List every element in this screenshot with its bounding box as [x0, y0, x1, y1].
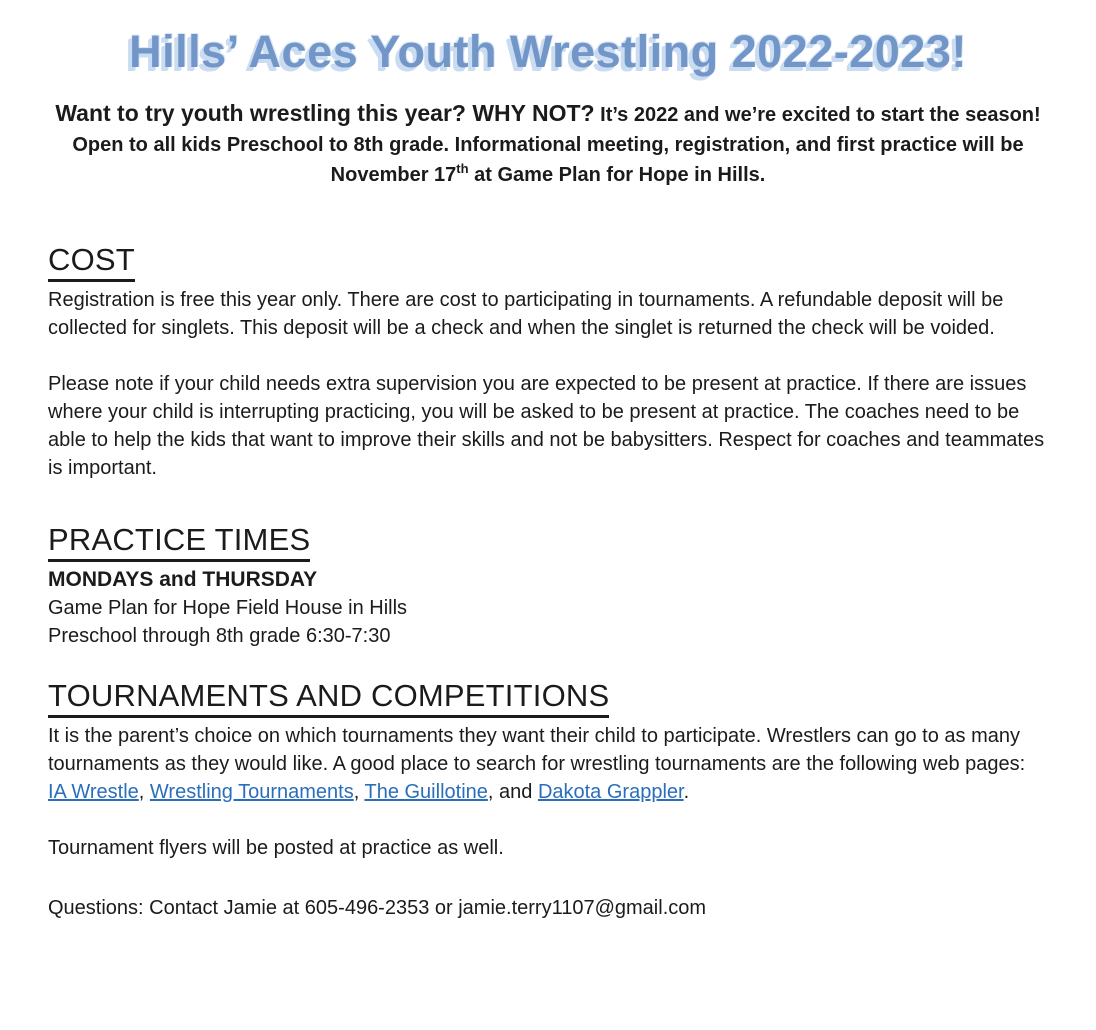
practice-schedule: Preschool through 8th grade 6:30-7:30 [48, 625, 391, 647]
link-separator: , and [487, 781, 538, 803]
practice-days: MONDAYS and THURSDAY [48, 568, 318, 591]
tournaments-lead-text: It is the parent’s choice on which tournaments they want their child to participate. Wrestlers can go to as many tournaments as they would like. A good place to search for wrestling tournaments are the following web pages: [48, 725, 1026, 775]
link-dakota-grappler[interactable]: Dakota Grappler [537, 781, 684, 803]
link-separator: , [138, 781, 150, 803]
intro-body-start: It’s 2022 and we’re excited to start the season! Open to all kids Preschool to 8th grade. Informational meeting, registration, and first practice will be November 17 [72, 104, 1041, 186]
cost-heading-text: COST [48, 242, 135, 282]
tournaments-heading-text: TOURNAMENTS AND COMPETITIONS [48, 678, 609, 718]
cost-paragraph-registration: Registration is free this year only. There are cost to participating in tournaments. A refundable deposit will be collected for singlets. This deposit will be a check and when the singlet is returned the check will be voided. [48, 289, 1004, 339]
practice-times-heading-text: PRACTICE TIMES [48, 522, 310, 562]
link-separator: , [353, 781, 365, 803]
section-practice-times [48, 522, 1048, 650]
contact-info: Questions: Contact Jamie at 605-496-2353 or jamie.terry1107@gmail.com [48, 897, 707, 919]
tournament-flyers-note: Tournament flyers will be posted at practice as well. [48, 837, 504, 859]
practice-location: Game Plan for Hope Field House in Hills [48, 597, 408, 619]
tournaments-heading [48, 678, 1048, 718]
intro-paragraph [48, 98, 1048, 190]
link-wrestling-tournaments[interactable]: Wrestling Tournaments [149, 781, 354, 803]
link-ia-wrestle[interactable]: IA Wrestle [48, 781, 139, 803]
section-cost [48, 242, 1048, 482]
page-title: Hills’ Aces Youth Wrestling 2022-2023! [129, 26, 967, 77]
link-the-guillotine[interactable]: The Guillotine [364, 781, 488, 803]
date-ordinal-superscript: th [456, 161, 469, 176]
practice-times-heading [48, 522, 1048, 562]
tournaments-paragraph [48, 722, 1048, 806]
section-tournaments [48, 678, 1048, 862]
sentence-period: . [683, 781, 690, 803]
cost-paragraph-supervision: Please note if your child needs extra supervision you are expected to be present at practice. If there are issues where your child is interrupting practicing, you will be asked to be present at practice. The coaches need to be able to help the kids that want to improve their skills and not be babysitters. Respect for coaches and teammates is important. [48, 373, 1045, 479]
intro-body-end: at Game Plan for Hope in Hills. [468, 164, 766, 186]
intro-lead-sentence: Want to try youth wrestling this year? WHY NOT? [55, 100, 595, 126]
cost-heading [48, 242, 1048, 282]
